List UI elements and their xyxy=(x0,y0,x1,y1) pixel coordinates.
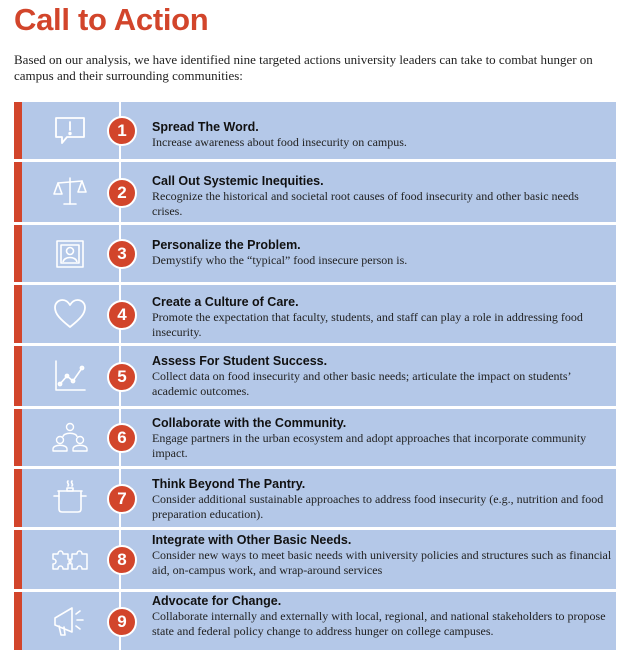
action-description: Collect data on food insecurity and other basic needs; articulate the impact on students’ academic outcomes. xyxy=(152,369,571,398)
megaphone-icon xyxy=(50,601,90,641)
action-row-6 xyxy=(14,409,616,466)
action-text xyxy=(152,120,612,150)
action-number-badge: 6 xyxy=(107,423,137,453)
action-description: Recognize the historical and societal root causes of food insecurity and other basic needs crises. xyxy=(152,189,579,218)
action-row-2 xyxy=(14,162,616,222)
action-description: Consider new ways to meet basic needs with university policies and structures such as financial aid, on-campus work, and wrap-around services xyxy=(152,548,612,577)
action-number-badge: 2 xyxy=(107,178,137,208)
action-text xyxy=(152,295,612,340)
action-text xyxy=(152,477,612,522)
action-row-4 xyxy=(14,285,616,343)
action-description: Consider additional sustainable approaches to address food insecurity (e.g., nutrition and food preparation education). xyxy=(152,492,604,521)
action-text xyxy=(152,354,612,399)
action-number-badge: 1 xyxy=(107,116,137,146)
puzzle-pieces-icon xyxy=(50,540,90,580)
action-title: Think Beyond The Pantry. xyxy=(152,477,306,491)
cooking-pot-icon xyxy=(50,478,90,518)
action-title: Integrate with Other Basic Needs. xyxy=(152,533,352,547)
action-title: Personalize the Problem. xyxy=(152,238,301,252)
action-text xyxy=(152,174,612,219)
action-title: Collaborate with the Community. xyxy=(152,416,347,430)
action-number-badge: 4 xyxy=(107,300,137,330)
action-text xyxy=(152,238,612,268)
action-title: Call Out Systemic Inequities. xyxy=(152,174,324,188)
heart-icon xyxy=(50,294,90,334)
action-title: Create a Culture of Care. xyxy=(152,295,299,309)
action-row-9 xyxy=(14,592,616,650)
scales-of-justice-icon xyxy=(50,172,90,212)
alert-speech-bubble-icon xyxy=(50,111,90,151)
intro-paragraph: Based on our analysis, we have identified nine targeted actions university leaders can take to combat hunger on campus and their surrounding communities: xyxy=(14,52,593,83)
action-row-1 xyxy=(14,102,616,159)
action-description: Engage partners in the urban ecosystem and adopt approaches that incorporate community impact. xyxy=(152,431,587,460)
action-description: Promote the expectation that faculty, students, and staff can play a role in addressing food insecurity. xyxy=(152,310,583,339)
action-title: Advocate for Change. xyxy=(152,594,282,608)
action-row-3 xyxy=(14,225,616,282)
action-number-badge: 5 xyxy=(107,362,137,392)
person-portrait-icon xyxy=(50,234,90,274)
action-description: Increase awareness about food insecurity on campus. xyxy=(152,135,407,149)
action-number-badge: 8 xyxy=(107,545,137,575)
action-text xyxy=(152,594,612,639)
action-title: Assess For Student Success. xyxy=(152,354,328,368)
action-number-badge: 7 xyxy=(107,484,137,514)
action-row-5 xyxy=(14,346,616,406)
action-row-7 xyxy=(14,469,616,527)
action-description: Collaborate internally and externally with local, regional, and national stakeholders to propose state and federal policy change to address hunger on college campuses. xyxy=(152,609,606,638)
action-text xyxy=(152,533,612,578)
action-description: Demystify who the “typical” food insecure person is. xyxy=(152,253,408,267)
line-graph-icon xyxy=(50,356,90,396)
action-text xyxy=(152,416,612,461)
action-number-badge: 3 xyxy=(107,239,137,269)
page-title: Call to Action xyxy=(14,2,209,37)
community-group-icon xyxy=(50,418,90,458)
action-title: Spread The Word. xyxy=(152,120,259,134)
action-number-badge: 9 xyxy=(107,607,137,637)
action-row-8 xyxy=(14,530,616,589)
